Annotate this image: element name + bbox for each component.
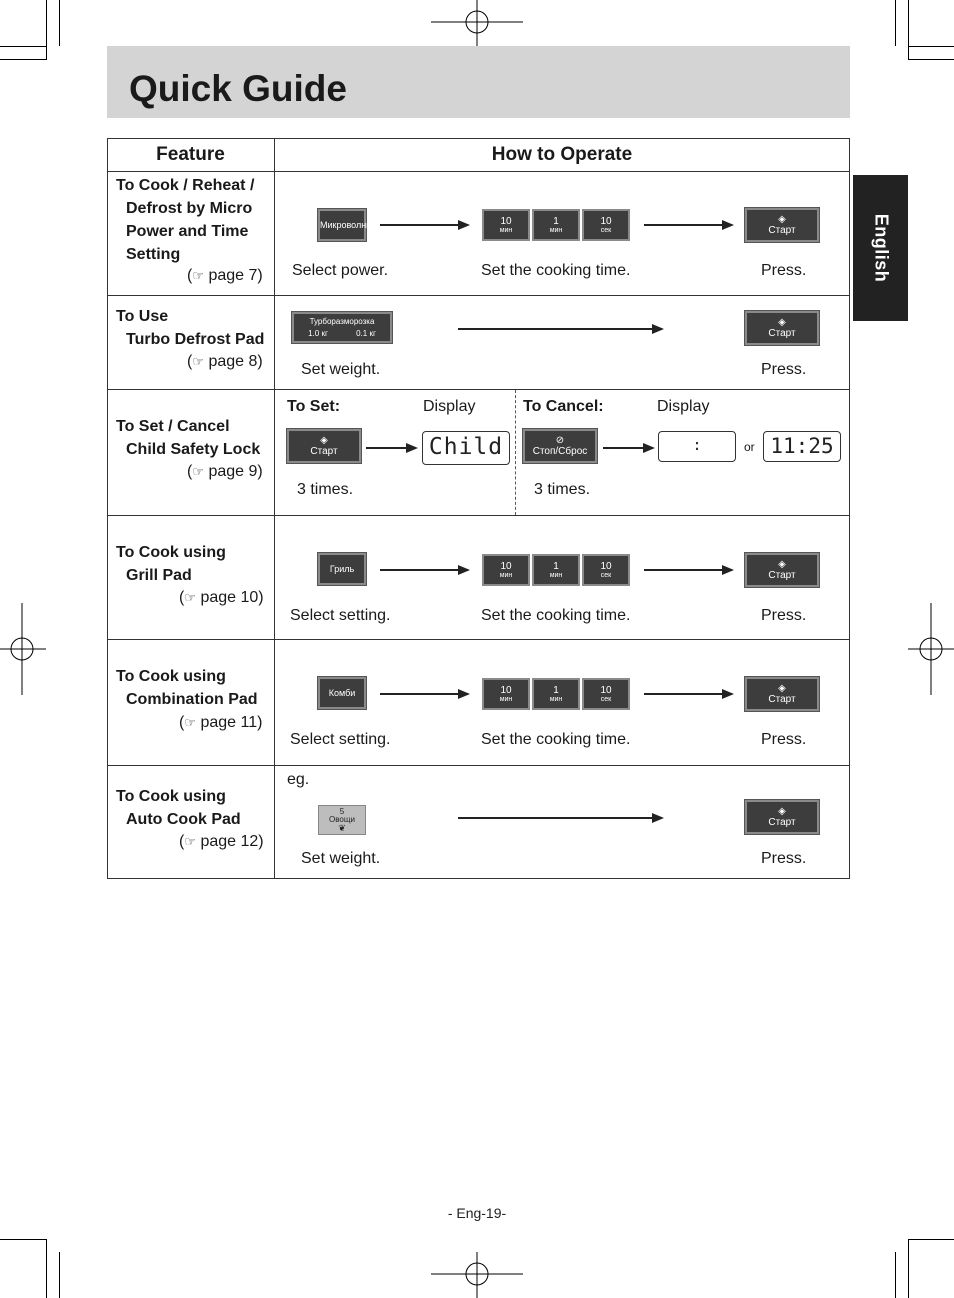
feature-cell [116, 665, 258, 711]
time-10-sec-button[interactable]: 10 сек [582, 209, 630, 241]
auto-cook-vegetables-button[interactable] [318, 805, 366, 835]
display-label: Display [657, 398, 710, 415]
pointing-hand-icon: ☞ [192, 268, 204, 283]
feature-cell [116, 174, 254, 266]
crop-mark [0, 59, 46, 60]
page-reference: (☞ page 11) [179, 714, 263, 731]
feature-line: Power and Time [126, 223, 249, 240]
feature-line: Defrost by Micro [126, 200, 253, 217]
registration-mark [431, 0, 523, 46]
page-reference: (☞ page 12) [179, 833, 264, 850]
start-icon: ◈ [778, 214, 786, 225]
arrow-icon [380, 693, 468, 695]
start-icon: ◈ [778, 559, 786, 570]
crop-mark [46, 1239, 47, 1298]
crop-mark [908, 46, 954, 47]
turbo-defrost-title: Турборазморозка [309, 317, 375, 326]
pointing-hand-icon: ☞ [192, 464, 204, 479]
page-reference: (☞ page 7) [187, 267, 263, 284]
feature-line: To Set / Cancel [116, 418, 230, 435]
step-caption: Select setting. [290, 607, 391, 624]
feature-line: Child Safety Lock [126, 441, 261, 458]
feature-line: Combination Pad [126, 691, 258, 708]
crop-mark [0, 46, 46, 47]
feature-line: To Cook using [116, 668, 226, 685]
registration-mark [431, 1252, 523, 1298]
feature-line: Turbo Defrost Pad [126, 331, 265, 348]
how-to-operate-header: How to Operate [491, 144, 633, 165]
start-button[interactable]: ◈ Старт [745, 677, 819, 711]
example-label: eg. [287, 771, 310, 788]
feature-cell [116, 415, 260, 461]
step-caption: Press. [761, 607, 807, 624]
step-caption: Select setting. [290, 731, 391, 748]
start-button[interactable]: ◈ Старт [745, 311, 819, 345]
arrow-icon [380, 569, 468, 571]
display-child: Child [422, 431, 510, 465]
step-caption: Set the cooking time. [481, 607, 631, 624]
arrow-icon [644, 693, 732, 695]
micro-power-button[interactable]: Микроволны [318, 209, 366, 241]
feature-line: To Cook / Reheat / [116, 177, 255, 194]
display-time: 11:25 [763, 431, 841, 462]
vegetable-icon: ❦ [338, 823, 346, 833]
time-10-min-button[interactable]: 10 мин [482, 678, 530, 710]
time-1-min-button[interactable]: 1 мин [532, 209, 580, 241]
arrow-icon [458, 328, 662, 330]
start-button[interactable]: ◈ Старт [745, 800, 819, 834]
grill-button[interactable]: Гриль [318, 553, 366, 585]
display-blank: : [658, 431, 736, 462]
crop-mark [59, 1252, 60, 1298]
step-caption: Press. [761, 850, 807, 867]
step-caption: 3 times. [297, 481, 354, 498]
crop-mark [46, 0, 47, 60]
start-button[interactable]: ◈ Старт [287, 429, 361, 463]
step-caption: Set the cooking time. [481, 731, 631, 748]
crop-mark [895, 0, 896, 46]
stop-icon: ⊘ [555, 435, 565, 446]
start-button[interactable]: ◈ Старт [745, 553, 819, 587]
or-label: or [744, 440, 755, 454]
turbo-weight-left[interactable]: 1.0 кг [308, 329, 328, 338]
to-set-label: To Set: [287, 398, 341, 415]
title-bar [107, 46, 850, 118]
crop-mark [908, 59, 954, 60]
combination-button[interactable]: Комби [318, 677, 366, 709]
to-cancel-label: To Cancel: [523, 398, 604, 415]
arrow-icon [644, 569, 732, 571]
time-10-min-button[interactable]: 10 мин [482, 554, 530, 586]
start-icon: ◈ [778, 683, 786, 694]
feature-line: Auto Cook Pad [126, 811, 241, 828]
start-button[interactable]: ◈ Старт [745, 208, 819, 242]
crop-mark [908, 1239, 909, 1298]
feature-line: Setting [126, 246, 181, 263]
auto-cook-label: Овощи [329, 815, 355, 824]
page-reference: (☞ page 9) [187, 463, 263, 480]
start-icon: ◈ [320, 435, 328, 446]
arrow-icon [644, 224, 732, 226]
crop-mark [908, 0, 909, 60]
registration-mark [0, 603, 46, 695]
start-icon: ◈ [778, 317, 786, 328]
language-tab [853, 175, 908, 321]
page-reference: (☞ page 10) [179, 589, 264, 606]
start-icon: ◈ [778, 806, 786, 817]
feature-line: Grill Pad [126, 567, 192, 584]
feature-line: To Cook using [116, 788, 226, 805]
crop-mark [59, 0, 60, 46]
step-caption: Set weight. [301, 850, 381, 867]
arrow-icon [366, 447, 416, 449]
arrow-icon [603, 447, 653, 449]
crop-mark [895, 1252, 896, 1298]
time-1-min-button[interactable]: 1 мин [532, 678, 580, 710]
time-10-min-button[interactable]: 10 мин [482, 209, 530, 241]
pointing-hand-icon: ☞ [192, 354, 204, 369]
registration-mark [908, 603, 954, 695]
time-buttons [482, 678, 630, 710]
crop-mark [0, 1239, 46, 1240]
step-caption: Set weight. [301, 361, 381, 378]
page-number: - Eng-19- [447, 1205, 507, 1221]
step-caption: Select power. [292, 262, 389, 279]
time-1-min-button[interactable]: 1 мин [532, 554, 580, 586]
crop-mark [908, 1239, 954, 1240]
time-10-sec-button[interactable]: 10 сек [582, 678, 630, 710]
page-reference: (☞ page 8) [187, 353, 263, 370]
language-tab-label: English [871, 213, 891, 283]
feature-line: To Cook using [116, 544, 226, 561]
step-caption: Press. [761, 361, 807, 378]
step-caption: Press. [761, 262, 807, 279]
arrow-icon [380, 224, 468, 226]
turbo-weight-right[interactable]: 0.1 кг [356, 329, 376, 338]
auto-cook-number: 5 [339, 807, 345, 816]
feature-cell [116, 785, 241, 831]
time-buttons [482, 554, 630, 586]
step-caption: Set the cooking time. [481, 262, 631, 279]
time-10-sec-button[interactable]: 10 сек [582, 554, 630, 586]
step-caption: 3 times. [534, 481, 591, 498]
feature-cell [116, 541, 226, 587]
step-caption: Press. [761, 731, 807, 748]
time-buttons [482, 209, 630, 241]
pointing-hand-icon: ☞ [184, 715, 196, 730]
feature-header: Feature [156, 144, 225, 165]
pointing-hand-icon: ☞ [184, 834, 196, 849]
feature-cell [116, 305, 264, 351]
display-label: Display [423, 398, 476, 415]
stop-reset-button[interactable]: ⊘ Стоп/Сброс [523, 429, 597, 463]
turbo-defrost-button[interactable] [292, 312, 392, 343]
pointing-hand-icon: ☞ [184, 590, 196, 605]
feature-line: To Use [116, 308, 169, 325]
arrow-icon [458, 817, 662, 819]
page-title: Quick Guide [129, 68, 347, 109]
